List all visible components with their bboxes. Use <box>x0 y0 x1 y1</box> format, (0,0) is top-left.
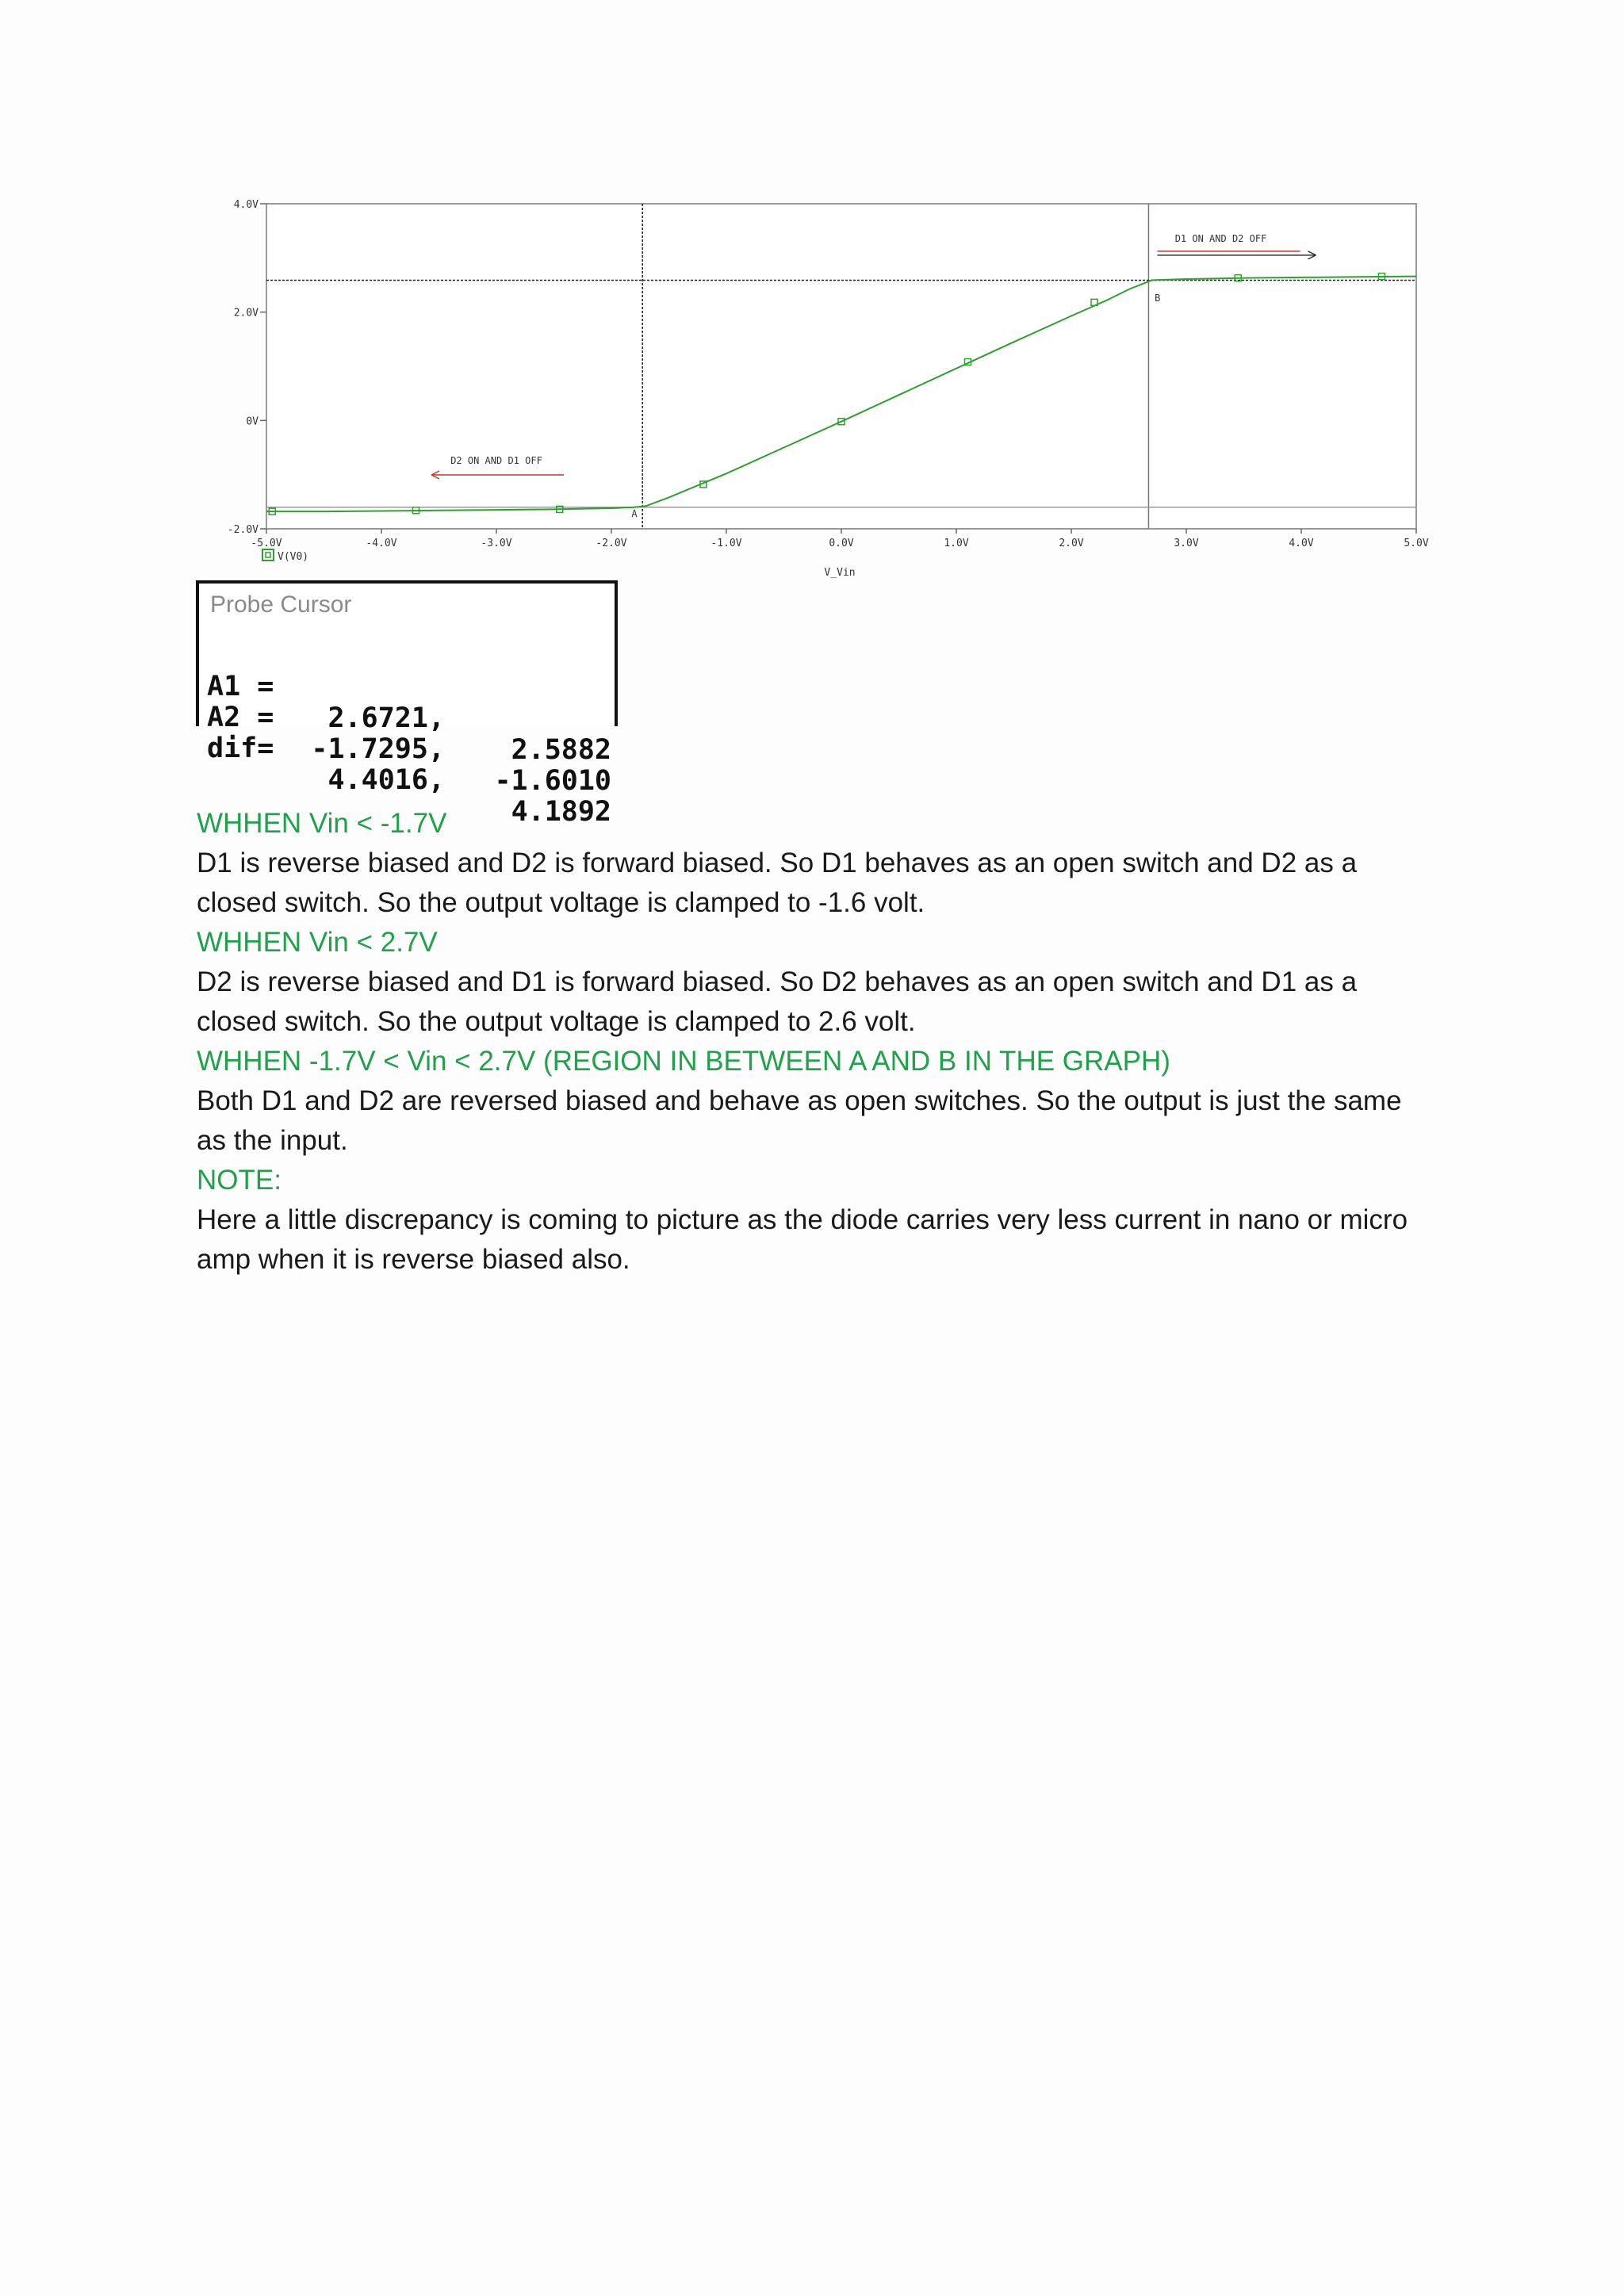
probe-row-y-value: 2.5882 <box>511 734 611 766</box>
y-tick-label: 2.0V <box>233 307 259 320</box>
probe-row-label: A1 = <box>207 671 274 702</box>
probe-row-x-value: -1.7295, <box>311 733 445 765</box>
paragraph-vin-above-b: D2 is reverse biased and D1 is forward biased. So D2 behaves as an open switch and D1 as a closed switch. So the output voltage is clamped to 2.6 volt. <box>197 966 1358 1037</box>
probe-row-y-value: 4.1892 <box>511 796 611 828</box>
paragraph-vin-below-a: D1 is reverse biased and D2 is forward biased. So D1 behaves as an open switch and D2 as a closed switch. So the output voltage is clamped to -1.6 volt. <box>197 848 1358 918</box>
x-tick-label: 3.0V <box>1174 538 1199 549</box>
legend-marker-box <box>262 549 274 561</box>
annotation-label: D2 ON AND D1 OFF <box>450 455 542 466</box>
x-tick-label: -3.0V <box>481 538 512 549</box>
x-axis-label: V_Vin <box>824 567 856 579</box>
probe-row-x-value: 4.4016, <box>327 764 445 796</box>
heading-vin-below-a: WHHEN Vin < -1.7V <box>197 808 447 839</box>
plot-canvas <box>0 0 1624 587</box>
legend-label: V(V0) <box>278 551 309 563</box>
x-tick-label: 0.0V <box>829 538 854 549</box>
paragraph-region-between: Both D1 and D2 are reversed biased and behave as open switches. So the output is just the same as the input. <box>197 1085 1402 1156</box>
explanation-text <box>197 804 1434 1280</box>
probe-cursor-title: Probe Cursor <box>210 591 352 618</box>
x-tick-label: 5.0V <box>1404 538 1429 549</box>
paragraph-note: Here a little discrepancy is coming to picture as the diode carries very less current in nano or micro amp when it is reverse biased also. <box>197 1204 1408 1275</box>
x-tick-label: 4.0V <box>1289 538 1314 549</box>
y-tick-label: 4.0V <box>233 199 259 211</box>
probe-row-x-value: 2.6721, <box>327 702 445 734</box>
annotation-label: B <box>1155 293 1161 304</box>
y-tick-label: -2.0V <box>227 524 259 536</box>
heading-vin-above-b: WHHEN Vin < 2.7V <box>197 927 438 958</box>
annotation-label: D1 ON AND D2 OFF <box>1174 232 1267 244</box>
probe-row-label: A2 = <box>207 702 274 733</box>
x-tick-label: -1.0V <box>710 538 742 549</box>
probe-row-label: dif= <box>207 733 274 764</box>
x-tick-label: 2.0V <box>1059 538 1084 549</box>
heading-note: NOTE: <box>197 1165 282 1196</box>
x-tick-label: -4.0V <box>366 538 397 549</box>
probe-row-y-value: -1.6010 <box>494 765 611 797</box>
legend-marker-inner <box>266 553 270 557</box>
plot-frame <box>266 204 1416 529</box>
x-tick-label: 1.0V <box>944 538 969 549</box>
waveform-plot <box>0 0 1624 587</box>
y-tick-label: 0V <box>246 415 259 428</box>
x-tick-label: -5.0V <box>251 538 282 549</box>
heading-region-between: WHHEN -1.7V < Vin < 2.7V (REGION IN BETWEEN A AND B IN THE GRAPH) <box>197 1046 1170 1077</box>
annotation-label: A <box>631 507 638 519</box>
x-tick-label: -2.0V <box>596 538 627 549</box>
